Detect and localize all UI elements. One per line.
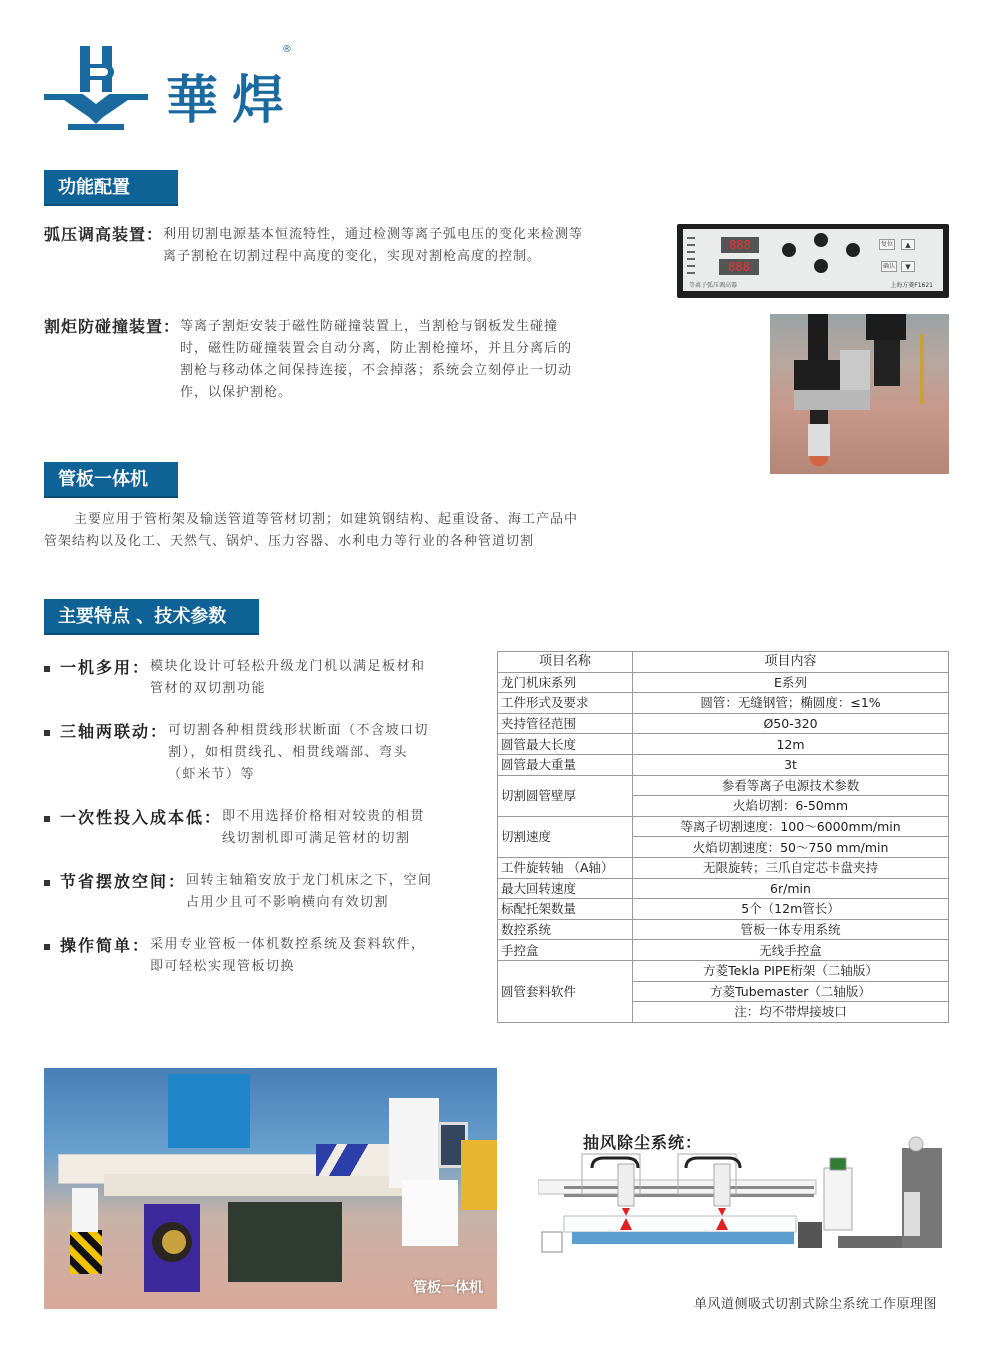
feature-description — [186, 870, 433, 914]
section-header-features-config: 功能配置 — [44, 170, 178, 206]
cell-name: 切割圆管壁厚 — [498, 775, 633, 816]
tube-plate-machine-photo — [44, 1068, 497, 1309]
feature-description — [163, 224, 583, 268]
text-line: 管材的双切割功能 — [150, 681, 267, 696]
knob-icon — [814, 233, 828, 247]
feature-description — [168, 720, 429, 786]
cell-name: 数控系统 — [498, 919, 633, 940]
bullet-icon — [44, 730, 50, 736]
text-line: 即不用选择价格相对较贵的相贯 — [222, 809, 426, 824]
tube-plate-description — [44, 509, 664, 553]
text-line: 占用少且可不影响横向有效切割 — [186, 895, 390, 910]
table-row — [498, 734, 949, 755]
cell-value: 方菱Tubemaster（二轴版） — [633, 981, 949, 1002]
panel-footer-left: 等离子弧压调高器 — [689, 282, 738, 289]
dust-system-schematic — [538, 1134, 950, 1256]
cell-name: 圆管最大重量 — [498, 754, 633, 775]
table-row — [498, 899, 949, 920]
cell-value: 12m — [633, 734, 949, 755]
feature-item — [44, 806, 464, 850]
cell-value: 管板一体专用系统 — [633, 919, 949, 940]
table-row — [498, 672, 949, 693]
section-header-specs: 主要特点 、技术参数 — [44, 599, 259, 635]
photo-caption: 管板一体机 — [413, 1280, 483, 1296]
knob-icon — [814, 259, 828, 273]
feature-description — [222, 806, 425, 850]
feature-list — [44, 656, 464, 978]
confirm-button: 确认 — [882, 263, 895, 270]
text-line: 等离子割炬安装于磁性防碰撞装置上，当割枪与钢板发生碰撞 — [180, 319, 559, 334]
torch-anti-collision-photo — [770, 314, 949, 474]
cell-value: 火焰切割：6-50mm — [633, 796, 949, 817]
table-row — [498, 878, 949, 899]
cell-name: 最大回转速度 — [498, 878, 633, 899]
column-header: 项目内容 — [633, 652, 949, 673]
text-line: 回转主轴箱安放于龙门机床之下，空间 — [186, 873, 433, 888]
cell-value: 火焰切割速度：50～750 mm/min — [633, 837, 949, 858]
feature-label: 割炬防碰撞装置： — [44, 317, 181, 336]
text-line: 管架结构以及化工、天然气、锅炉、压力容器、水利电力等行业的各种管道切割 — [44, 534, 535, 549]
table-header-row — [498, 652, 949, 673]
feature-description — [180, 316, 572, 404]
text-line: 可切割各种相贯线形状断面（不含坡口切 — [168, 723, 430, 738]
bullet-icon — [44, 944, 50, 950]
text-line: （虾米节）等 — [168, 767, 256, 782]
dust-system-diagram — [538, 1134, 950, 1256]
cell-value: 5个（12m管长） — [633, 899, 949, 920]
text-line: 割枪与移动体之间保持连接，不会掉落；系统会立刻停止一切动 — [180, 363, 573, 378]
table-row — [498, 775, 949, 796]
feature-title: 操作简单： — [60, 936, 151, 955]
cell-value: Ø50-320 — [633, 713, 949, 734]
table-row — [498, 940, 949, 961]
feature-item — [44, 720, 464, 786]
feature-anti-collision — [44, 316, 644, 404]
indicator-leds — [687, 237, 695, 277]
text-line: 时，磁性防碰撞装置会自动分离，防止割枪撞坏，并且分离后的 — [180, 341, 573, 356]
cell-name: 工件形式及要求 — [498, 693, 633, 714]
brand-emblem-icon — [44, 44, 154, 134]
table-row — [498, 693, 949, 714]
text-line: 割），如相贯线孔、相贯线端部、弯头 — [168, 745, 409, 760]
bullet-icon — [44, 880, 50, 886]
feature-title: 节省摆放空间： — [60, 872, 187, 891]
cell-name: 手控盒 — [498, 940, 633, 961]
cell-name: 龙门机床系列 — [498, 672, 633, 693]
cell-name: 夹持管径范围 — [498, 713, 633, 734]
dust-system-title: 抽风除尘系统： — [583, 1133, 703, 1152]
cell-value: E系列 — [633, 672, 949, 693]
cell-name: 切割速度 — [498, 816, 633, 857]
reset-button: 复位 — [880, 241, 893, 248]
cell-name: 圆管套料软件 — [498, 960, 633, 1022]
arrow-down-icon: ▼ — [901, 261, 915, 272]
feature-item — [44, 656, 464, 700]
section-header-tube-plate: 管板一体机 — [44, 462, 178, 498]
display-2: 888 — [719, 259, 759, 275]
cell-name: 圆管最大长度 — [498, 734, 633, 755]
cell-value: 6r/min — [633, 878, 949, 899]
table-row — [498, 713, 949, 734]
dust-system-caption: 单风道侧吸式切割式除尘系统工作原理图 — [694, 1297, 938, 1312]
feature-title: 三轴两联动： — [60, 722, 169, 741]
column-header: 项目名称 — [498, 652, 633, 673]
cell-name: 工件旋转轴 （A轴） — [498, 857, 633, 878]
feature-description — [150, 934, 426, 978]
cell-value: 参看等离子电源技术参数 — [633, 775, 949, 796]
text-line: 利用切割电源基本恒流特性，通过检测等离子弧电压的变化来检测等 — [163, 227, 584, 242]
bullet-icon — [44, 816, 50, 822]
table-row — [498, 919, 949, 940]
cell-value: 注：均不带焊接坡口 — [633, 1002, 949, 1023]
spec-table — [497, 651, 949, 1023]
arc-height-controller-image — [677, 224, 949, 298]
display-1: 888 — [721, 237, 759, 253]
bullet-icon — [44, 666, 50, 672]
table-row — [498, 754, 949, 775]
feature-item — [44, 870, 464, 914]
panel-footer-right: 上海方菱F1621 — [890, 282, 933, 289]
table-row — [498, 857, 949, 878]
text-line: 线切割机即可满足管材的切割 — [222, 831, 411, 846]
text-line: 即可轻松实现管板切换 — [150, 959, 296, 974]
brand-name: 華焊 — [166, 70, 299, 131]
text-line: 主要应用于管桁架及输送管道等管材切割；如建筑钢结构、起重设备、海工产品中 — [74, 512, 579, 527]
text-line: 采用专业管板一体机数控系统及套料软件， — [150, 937, 426, 952]
knob-icon — [846, 243, 860, 257]
text-line: 离子割枪在切割过程中高度的变化，实现对割枪高度的控制。 — [163, 249, 542, 264]
feature-title: 一次性投入成本低： — [60, 808, 223, 827]
cell-value: 无线手控盒 — [633, 940, 949, 961]
cell-value: 方菱Tekla PIPE桁架（二轴版） — [633, 960, 949, 981]
text-line: 模块化设计可轻松升级龙门机以满足板材和 — [150, 659, 426, 674]
feature-arc-height — [44, 224, 654, 268]
feature-title: 一机多用： — [60, 658, 151, 677]
cell-value: 圆管：无缝钢管；椭圆度：≤1% — [633, 693, 949, 714]
text-line: 作，以保护割枪。 — [180, 385, 293, 400]
registered-mark: ® — [282, 44, 292, 55]
cell-value: 等离子切割速度：100～6000mm/min — [633, 816, 949, 837]
table-row — [498, 960, 949, 981]
knob-icon — [782, 243, 796, 257]
arrow-up-icon: ▲ — [901, 239, 915, 250]
feature-label: 弧压调高装置： — [44, 225, 164, 244]
table-row — [498, 816, 949, 837]
cell-name: 标配托架数量 — [498, 899, 633, 920]
feature-item — [44, 934, 464, 978]
cell-value: 无限旋转；三爪自定芯卡盘夹持 — [633, 857, 949, 878]
cell-value: 3t — [633, 754, 949, 775]
feature-description — [150, 656, 426, 700]
